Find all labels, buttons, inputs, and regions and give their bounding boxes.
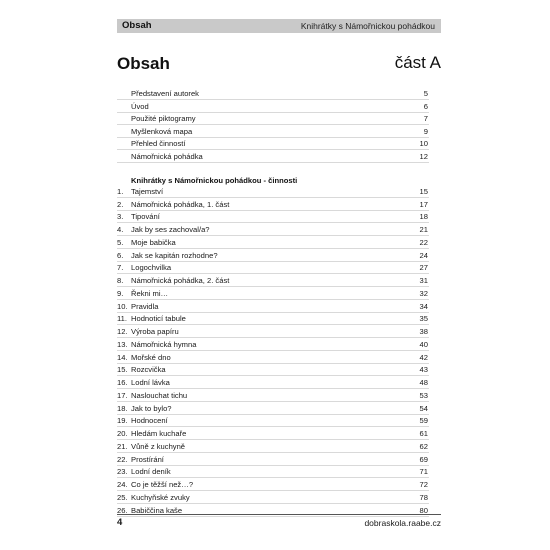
toc-page-number: 61 — [419, 429, 428, 439]
footer-page-number: 4 — [117, 517, 123, 528]
toc-row — [0, 261, 550, 274]
toc-entry-label: Myšlenková mapa — [131, 126, 193, 136]
toc-page-number: 72 — [419, 480, 428, 490]
toc-row — [0, 249, 550, 262]
toc-page-number: 6 — [423, 101, 428, 111]
toc-row — [0, 210, 550, 223]
toc-entry-label: Babiččina kaše — [131, 505, 183, 515]
toc-number: 15. — [117, 365, 128, 375]
toc-page-number: 18 — [419, 212, 428, 222]
toc-entry-label: Jak by ses zachoval/a? — [131, 225, 210, 235]
toc-number: 24. — [117, 480, 128, 490]
toc-page-number: 34 — [419, 301, 428, 311]
toc-row — [0, 414, 550, 427]
toc-number: 2. — [117, 199, 124, 209]
toc-entry-label: Hledám kuchaře — [131, 429, 187, 439]
toc-row — [0, 150, 550, 163]
toc-entry-label: Rozcvička — [131, 365, 166, 375]
toc-number: 4. — [117, 225, 124, 235]
toc-row — [0, 491, 550, 504]
toc-row — [0, 287, 550, 300]
toc-row — [0, 478, 550, 491]
toc-page-number: 53 — [419, 390, 428, 400]
toc-row — [0, 185, 550, 198]
toc-entry-label: Představení autorek — [131, 89, 199, 98]
toc-page-number: 27 — [419, 263, 428, 273]
toc-row — [0, 465, 550, 478]
toc-page-number: 38 — [419, 327, 428, 337]
toc-page-number: 54 — [419, 403, 428, 413]
footer-rule — [117, 514, 441, 515]
toc-number: 22. — [117, 454, 128, 464]
header-section-title: Obsah — [122, 20, 152, 31]
header-book-title: Knihrátky s Námořnickou pohádkou — [300, 21, 435, 31]
toc-page-number: 7 — [423, 114, 428, 124]
toc-number: 5. — [117, 237, 124, 247]
toc-row — [0, 87, 550, 100]
toc-entry-label: Řekni mi… — [131, 288, 169, 298]
toc-row — [0, 223, 550, 236]
toc-page-number: 35 — [419, 314, 428, 324]
toc-number: 23. — [117, 467, 128, 477]
toc-page-number: 24 — [419, 250, 428, 260]
toc-page-number: 31 — [419, 276, 428, 286]
toc-entry-label: Jak to bylo? — [131, 403, 172, 413]
toc-page-number: 40 — [419, 339, 428, 349]
toc-page-number: 5 — [423, 89, 428, 98]
toc-entry-label: Námořnická pohádka — [131, 152, 203, 161]
toc-number: 6. — [117, 250, 124, 260]
row-divider — [117, 162, 429, 163]
toc-page-number: 12 — [419, 152, 428, 161]
toc-page-number: 32 — [419, 288, 428, 298]
toc-row — [0, 100, 550, 113]
toc-entry-label: Hodnoticí tabule — [131, 314, 186, 324]
toc-number: 25. — [117, 492, 128, 502]
toc-row — [0, 137, 550, 150]
toc-row — [0, 198, 550, 211]
toc-row — [0, 440, 550, 453]
toc-page-number: 42 — [419, 352, 428, 362]
toc-row — [0, 376, 550, 389]
toc-page-number: 9 — [423, 126, 428, 136]
toc-row — [0, 325, 550, 338]
toc-row — [0, 312, 550, 325]
toc-row — [0, 363, 550, 376]
toc-number: 18. — [117, 403, 128, 413]
toc-entry-label: Jak se kapitán rozhodne? — [131, 250, 218, 260]
toc-row — [0, 338, 550, 351]
toc-page-number: 69 — [419, 454, 428, 464]
toc-entry-label: Tipování — [131, 212, 160, 222]
toc-number: 20. — [117, 429, 128, 439]
toc-entry-label: Moje babička — [131, 237, 176, 247]
toc-number: 9. — [117, 288, 124, 298]
toc-number: 10. — [117, 301, 128, 311]
toc-entry-label: Prostírání — [131, 454, 164, 464]
toc-page-number: 15 — [419, 187, 428, 196]
toc-page-number: 59 — [419, 416, 428, 426]
footer-url: dobraskola.raabe.cz — [364, 518, 441, 528]
toc-row — [0, 453, 550, 466]
toc-entry-label: Mořské dno — [131, 352, 171, 362]
toc-row — [0, 236, 550, 249]
toc-number: 3. — [117, 212, 124, 222]
toc-page-number: 43 — [419, 365, 428, 375]
toc-entry-label: Kuchyňské zvuky — [131, 492, 190, 502]
toc-entry-label: Úvod — [131, 101, 149, 111]
toc-entry-label: Použité piktogramy — [131, 114, 196, 124]
toc-number: 13. — [117, 339, 128, 349]
toc-row — [0, 389, 550, 402]
toc-number: 7. — [117, 263, 124, 273]
toc-row — [0, 125, 550, 138]
toc-row — [0, 427, 550, 440]
running-header — [117, 19, 441, 33]
toc-entry-label: Tajemství — [131, 187, 164, 196]
toc-entry-label: Logochvilka — [131, 263, 172, 273]
toc-page-number: 78 — [419, 492, 428, 502]
toc-number: 12. — [117, 327, 128, 337]
toc-number: 19. — [117, 416, 128, 426]
toc-number: 17. — [117, 390, 128, 400]
toc-page-number: 62 — [419, 441, 428, 451]
page-title: Obsah — [117, 54, 170, 73]
toc-entry-label: Lodní deník — [131, 467, 171, 477]
toc-row — [0, 112, 550, 125]
toc-page-number: 48 — [419, 378, 428, 388]
toc-number: 26. — [117, 505, 128, 515]
toc-entry-label: Přehled činností — [131, 139, 186, 149]
toc-number: 21. — [117, 441, 128, 451]
toc-row — [0, 402, 550, 415]
toc-number: 11. — [117, 314, 127, 324]
toc-entry-label: Pravidla — [131, 301, 159, 311]
part-label: část A — [394, 53, 441, 72]
section-heading: Knihrátky s Námořnickou pohádkou - činnosti — [131, 176, 298, 185]
toc-number: 1. — [117, 187, 124, 196]
toc-row — [0, 274, 550, 287]
toc-entry-label: Námořnická pohádka, 2. část — [131, 276, 230, 286]
toc-entry-label: Hodnocení — [131, 416, 168, 426]
toc-page-number: 71 — [419, 467, 428, 477]
toc-row — [0, 351, 550, 364]
toc-entry-label: Naslouchat tichu — [131, 390, 188, 400]
toc-number: 8. — [117, 276, 124, 286]
toc-page-number: 10 — [419, 139, 428, 149]
toc-number: 16. — [117, 378, 128, 388]
toc-entry-label: Výroba papíru — [131, 327, 179, 337]
toc-number: 14. — [117, 352, 128, 362]
toc-entry-label: Co je těžší než…? — [131, 480, 194, 490]
toc-entry-label: Lodní lávka — [131, 378, 170, 388]
toc-entry-label: Námořnická pohádka, 1. část — [131, 199, 230, 209]
toc-entry-label: Námořnická hymna — [131, 339, 197, 349]
toc-entry-label: Vůně z kuchyně — [131, 441, 186, 451]
toc-page-number: 22 — [419, 237, 428, 247]
toc-page-number: 21 — [419, 225, 428, 235]
toc-row — [0, 300, 550, 313]
toc-page-number: 80 — [419, 505, 428, 515]
toc-page-number: 17 — [419, 199, 428, 209]
